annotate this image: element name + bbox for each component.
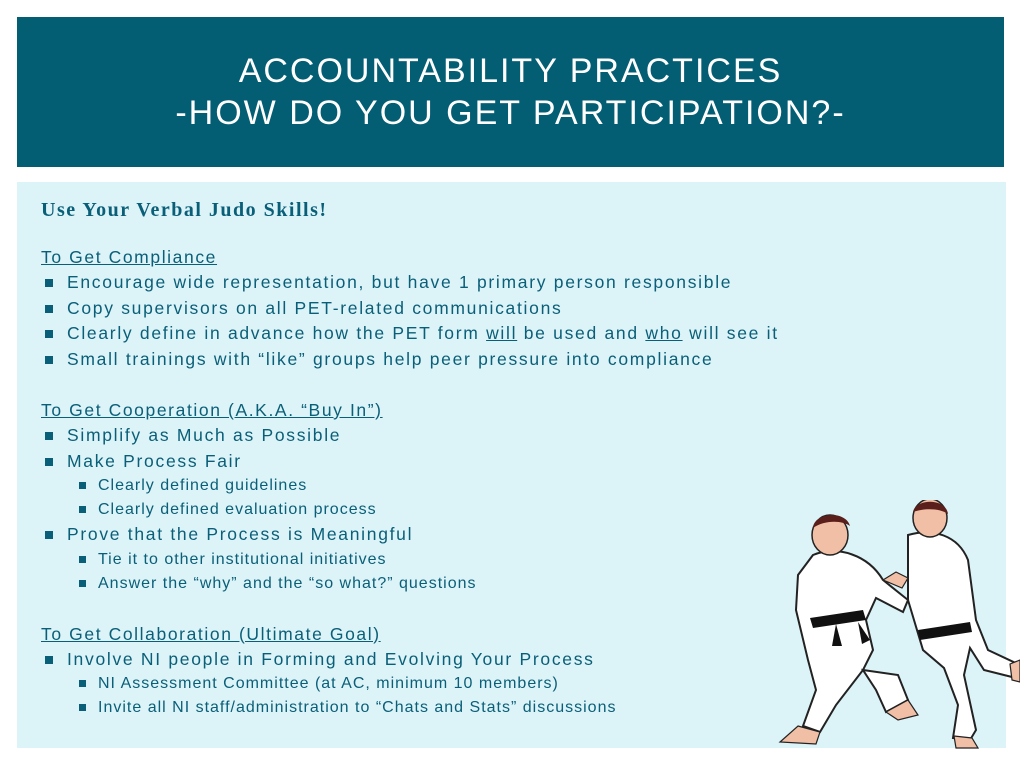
emphasis-will: will [486, 323, 518, 343]
cooperation-sub-bullet-1: Clearly defined guidelines [41, 474, 981, 498]
compliance-bullet-3-text-1: Clearly define in advance how the PET form [67, 323, 487, 343]
slide-title-line-2: -HOW DO YOU GET PARTICIPATION?- [175, 94, 846, 132]
emphasis-who: who [645, 323, 683, 343]
judo-throw-illustration [758, 500, 1020, 750]
compliance-bullet-3-text-2: be used and [517, 323, 646, 343]
collaboration-sub-bullet-1: NI Assessment Committee (at AC, minimum 10 members) [41, 672, 981, 696]
cooperation-bullet-1: Simplify as Much as Possible [41, 423, 981, 449]
cooperation-section-title: To Get Cooperation (A.K.A. “Buy In”) [41, 400, 383, 420]
slide-heading: Use Your Verbal Judo Skills! [41, 199, 328, 221]
compliance-bullet-2: Copy supervisors on all PET-related communications [41, 296, 981, 322]
collaboration-sub-bullet-2: Invite all NI staff/administration to “Chats and Stats” discussions [41, 696, 981, 720]
judoka-throwing [780, 515, 918, 744]
cooperation-sub-bullet-4: Answer the “why” and the “so what?” questions [41, 572, 981, 596]
cooperation-bullet-2: Make Process Fair [41, 449, 981, 475]
cooperation-sub-bullet-3: Tie it to other institutional initiatives [41, 548, 981, 572]
cooperation-bullet-3: Prove that the Process is Meaningful [41, 522, 981, 548]
compliance-bullet-1: Encourage wide representation, but have 1 primary person responsible [41, 270, 981, 296]
cooperation-sub-bullet-2: Clearly defined evaluation process [41, 498, 981, 522]
compliance-bullet-3 [41, 321, 981, 347]
compliance-bullet-4: Small trainings with “like” groups help peer pressure into compliance [41, 347, 981, 373]
compliance-bullet-3-text-3: will see it [682, 323, 779, 343]
collaboration-section-title: To Get Collaboration (Ultimate Goal) [41, 623, 381, 644]
compliance-section-title: To Get Compliance [41, 247, 218, 267]
title-bar [17, 17, 1004, 167]
slide-title-line-1: ACCOUNTABILITY PRACTICES [238, 52, 783, 90]
judoka-thrown [908, 500, 1020, 748]
collaboration-bullet-1: Involve NI people in Forming and Evolving Your Process [41, 647, 981, 673]
